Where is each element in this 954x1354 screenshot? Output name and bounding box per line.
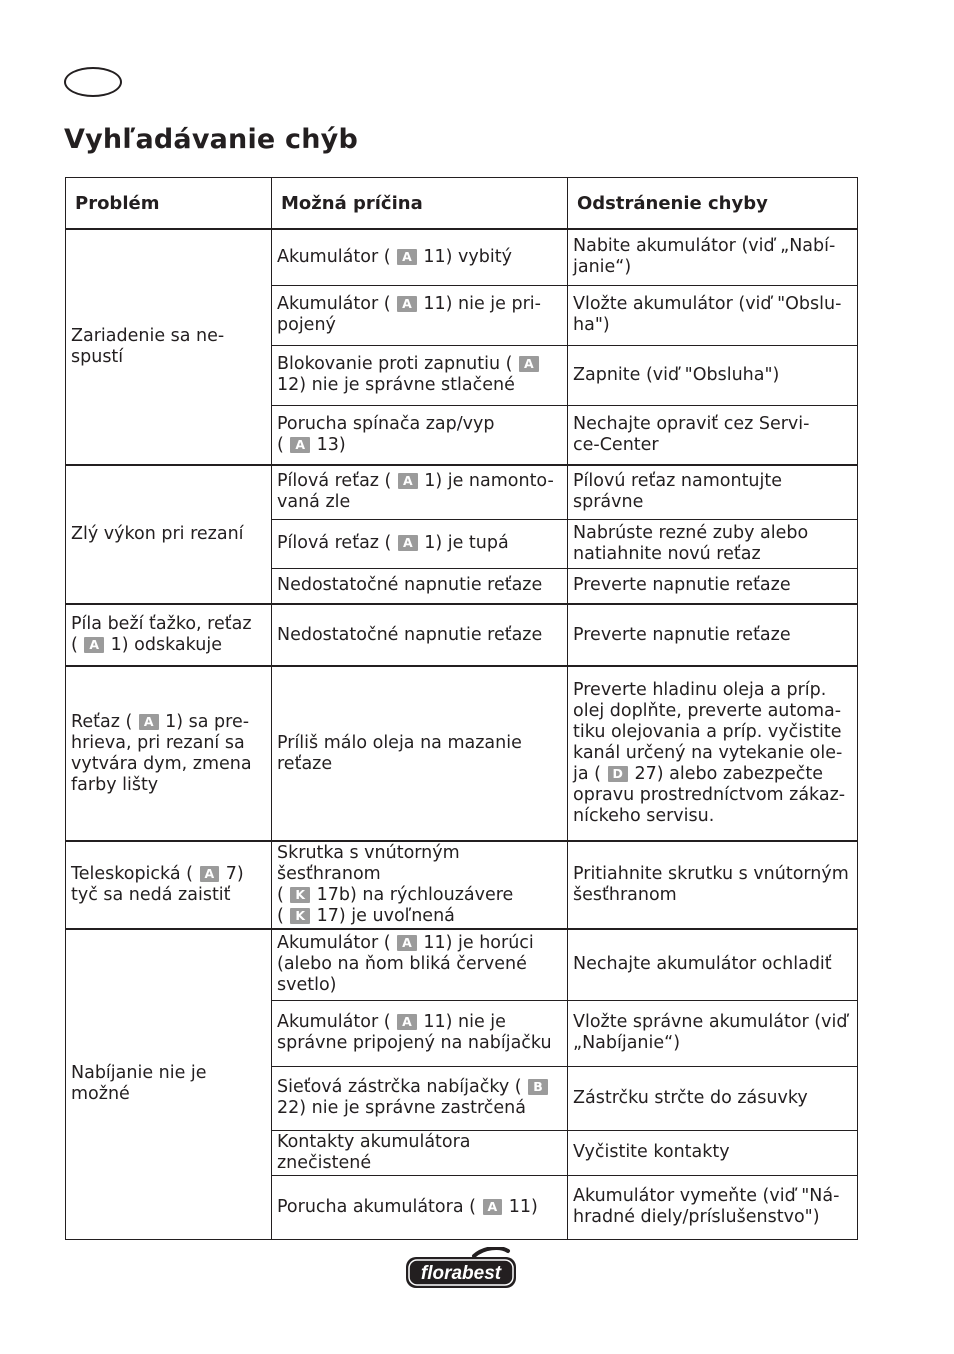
fix-cell: Vložte správne akumulátor (viď „Nabíjanie“): [568, 1000, 858, 1066]
figure-ref-badge: D: [608, 766, 628, 782]
fix-cell: Zapnite (viď "Obsluha"): [568, 345, 858, 405]
cause-cell: Príliš málo oleja na mazanie reťaze: [272, 666, 568, 841]
cause-cell: Porucha akumulátora ( A 11): [272, 1175, 568, 1239]
header-fix: Odstránenie chyby: [568, 178, 858, 230]
figure-ref-badge: A: [397, 296, 417, 312]
troubleshooting-table: [65, 177, 858, 1240]
table-row: [66, 604, 858, 666]
fix-cell: Preverte hladinu oleja a príp. olej doplňte, preverte automa- tiku olejovania a príp. vyčistite kanál určený na vytekanie ole- ja ( D 27) alebo zabezpečte opravu prostredníctvom zákaz- níckeho servisu.: [568, 666, 858, 841]
fix-cell: Preverte napnutie reťaze: [568, 568, 858, 604]
fix-cell: Pílovú reťaz namontujte správne: [568, 465, 858, 519]
figure-ref-badge: A: [519, 356, 539, 372]
figure-ref-badge: K: [290, 908, 310, 924]
figure-ref-badge: A: [398, 535, 418, 551]
fix-cell: Vyčistite kontakty: [568, 1130, 858, 1175]
cause-cell: Akumulátor ( A 11) nie je správne pripojený na nabíjačku: [272, 1000, 568, 1066]
cause-cell: Pílová reťaz ( A 1) je namonto- vaná zle: [272, 465, 568, 519]
fix-cell: Nechajte akumulátor ochladiť: [568, 929, 858, 1000]
cause-cell: Skrutka s vnútorným šesťhranom ( K 17b) na rýchlouzávere ( K 17) je uvoľnená: [272, 841, 568, 929]
cause-cell: Sieťová zástrčka nabíjačky ( B 22) nie je správne zastrčená: [272, 1066, 568, 1130]
cause-cell: Akumulátor ( A 11) nie je pri- pojený: [272, 285, 568, 345]
problem-cell: Píla beží ťažko, reťaz ( A 1) odskakuje: [66, 604, 272, 666]
fix-cell: Preverte napnutie reťaze: [568, 604, 858, 666]
figure-ref-badge: A: [290, 437, 310, 453]
figure-ref-badge: K: [290, 887, 310, 903]
header-cause: Možná príčina: [272, 178, 568, 230]
fix-cell: Akumulátor vymeňte (viď "Ná- hradné diely/príslušenstvo"): [568, 1175, 858, 1239]
fix-cell: Nabrúste rezné zuby alebo natiahnite novú reťaz: [568, 519, 858, 568]
fix-cell: Vložte akumulátor (viď "Obslu- ha"): [568, 285, 858, 345]
table-body: [66, 229, 858, 1239]
figure-ref-badge: A: [397, 249, 417, 265]
problem-cell: Reťaz ( A 1) sa pre- hrieva, pri rezaní sa vytvára dym, zmena farby lišty: [66, 666, 272, 841]
header-problem: Problém: [66, 178, 272, 230]
cause-cell: Pílová reťaz ( A 1) je tupá: [272, 519, 568, 568]
fix-cell: Pritiahnite skrutku s vnútorným šesťhranom: [568, 841, 858, 929]
cause-cell: Nedostatočné napnutie reťaze: [272, 568, 568, 604]
table-row: [66, 841, 858, 929]
figure-ref-badge: A: [139, 714, 159, 730]
figure-ref-badge: B: [528, 1079, 548, 1095]
table-row: [66, 666, 858, 841]
cause-cell: Akumulátor ( A 11) vybitý: [272, 229, 568, 285]
cause-cell: Kontakty akumulátora znečistené: [272, 1130, 568, 1175]
cause-cell: Akumulátor ( A 11) je horúci (alebo na ňom bliká červené svetlo): [272, 929, 568, 1000]
figure-ref-badge: A: [84, 637, 104, 653]
figure-ref-badge: A: [397, 1014, 417, 1030]
problem-cell: Zlý výkon pri rezaní: [66, 465, 272, 604]
fix-cell: Nabite akumulátor (viď „Nabí- janie“): [568, 229, 858, 285]
problem-cell: Teleskopická ( A 7) tyč sa nedá zaistiť: [66, 841, 272, 929]
cause-cell: Nedostatočné napnutie reťaze: [272, 604, 568, 666]
problem-cell: Nabíjanie nie je možné: [66, 929, 272, 1239]
cause-cell: Porucha spínača zap/vyp ( A 13): [272, 405, 568, 465]
problem-cell: Zariadenie sa ne- spustí: [66, 229, 272, 465]
cause-cell: Blokovanie proti zapnutiu ( A 12) nie je správne stlačené: [272, 345, 568, 405]
fix-cell: Nechajte opraviť cez Servi- ce-Center: [568, 405, 858, 465]
florabest-logo: [404, 1247, 518, 1291]
fix-cell: Zástrčku strčte do zásuvky: [568, 1066, 858, 1130]
logo-text: florabest: [420, 1263, 502, 1284]
figure-ref-badge: A: [200, 866, 220, 882]
table-row: [66, 465, 858, 519]
table-header-row: [66, 178, 858, 230]
page-title: Vyhľadávanie chýb: [64, 124, 358, 155]
figure-ref-badge: A: [483, 1199, 503, 1215]
figure-ref-badge: A: [397, 935, 417, 951]
table-row: [66, 929, 858, 1000]
figure-ref-badge: A: [398, 473, 418, 489]
table-row: [66, 229, 858, 285]
language-badge-oval: [64, 67, 122, 97]
